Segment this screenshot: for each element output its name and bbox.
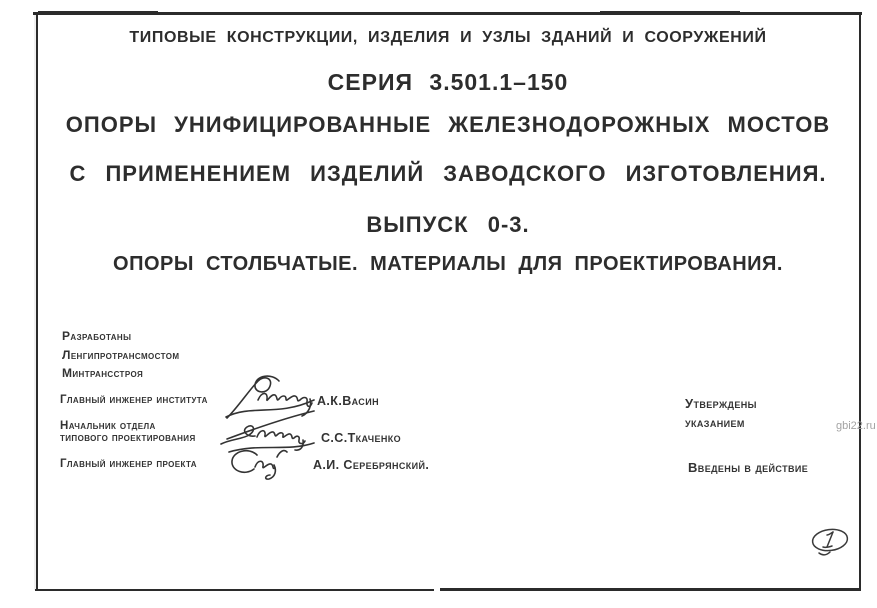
developed-by-line-3: Минтрансстроя xyxy=(62,366,144,380)
developed-by-line-1: Разработаны xyxy=(62,329,132,343)
frame-bottom-line-left xyxy=(35,589,434,591)
signature-role-chief-engineer-institute: Главный инженер института xyxy=(60,394,208,406)
series-header-line: ТИПОВЫЕ КОНСТРУКЦИИ, ИЗДЕЛИЯ И УЗЛЫ ЗДАНИЙ И СООРУЖЕНИЙ xyxy=(129,29,767,46)
page-number-value xyxy=(818,530,838,545)
subtitle: ОПОРЫ СТОЛБЧАТЫЕ. МАТЕРИАЛЫ ДЛЯ ПРОЕКТИРОВАНИЯ. xyxy=(113,253,783,275)
frame-bottom-line-right xyxy=(440,588,861,591)
frame-right-line xyxy=(859,13,861,591)
title-line-2: С ПРИМЕНЕНИЕМ ИЗДЕЛИЙ ЗАВОДСКОГО ИЗГОТОВЛЕНИЯ. xyxy=(69,161,827,186)
frame-left-line xyxy=(36,14,38,590)
signature-role-line-1: Начальник отдела xyxy=(60,420,156,432)
effective-line: Введены в действие xyxy=(688,460,809,475)
signature-name-vasin: А.К.Васин xyxy=(317,394,379,408)
frame-top-line-thick-segment-left xyxy=(38,11,158,13)
approved-line-2: указанием xyxy=(685,415,745,430)
signature-name-tkachenko: С.С.Ткаченко xyxy=(321,431,402,445)
frame-top-line-thick-segment-right xyxy=(600,11,740,13)
signature-scribble-serebryansky xyxy=(221,447,291,481)
series-number: СЕРИЯ 3.501.1–150 xyxy=(327,69,569,95)
signature-role-line-2: типового проектирования xyxy=(60,432,196,444)
signature-role-chief-project-engineer: Главный инженер проекта xyxy=(60,458,197,470)
issue-number: ВЫПУСК 0-3. xyxy=(366,212,530,237)
signature-role-head-of-typical-design xyxy=(60,420,196,444)
approved-line-1: Утверждены xyxy=(685,396,757,411)
developed-by-line-2: Ленгипротрансмостом xyxy=(62,347,180,362)
developed-by-block xyxy=(62,327,179,383)
signature-name-serebryansky: А.И. Серебрянский. xyxy=(313,458,430,472)
title-line-1: ОПОРЫ УНИФИЦИРОВАННЫЕ ЖЕЛЕЗНОДОРОЖНЫХ МОСТОВ xyxy=(65,112,831,137)
watermark-text: gbi22.ru xyxy=(836,420,876,432)
